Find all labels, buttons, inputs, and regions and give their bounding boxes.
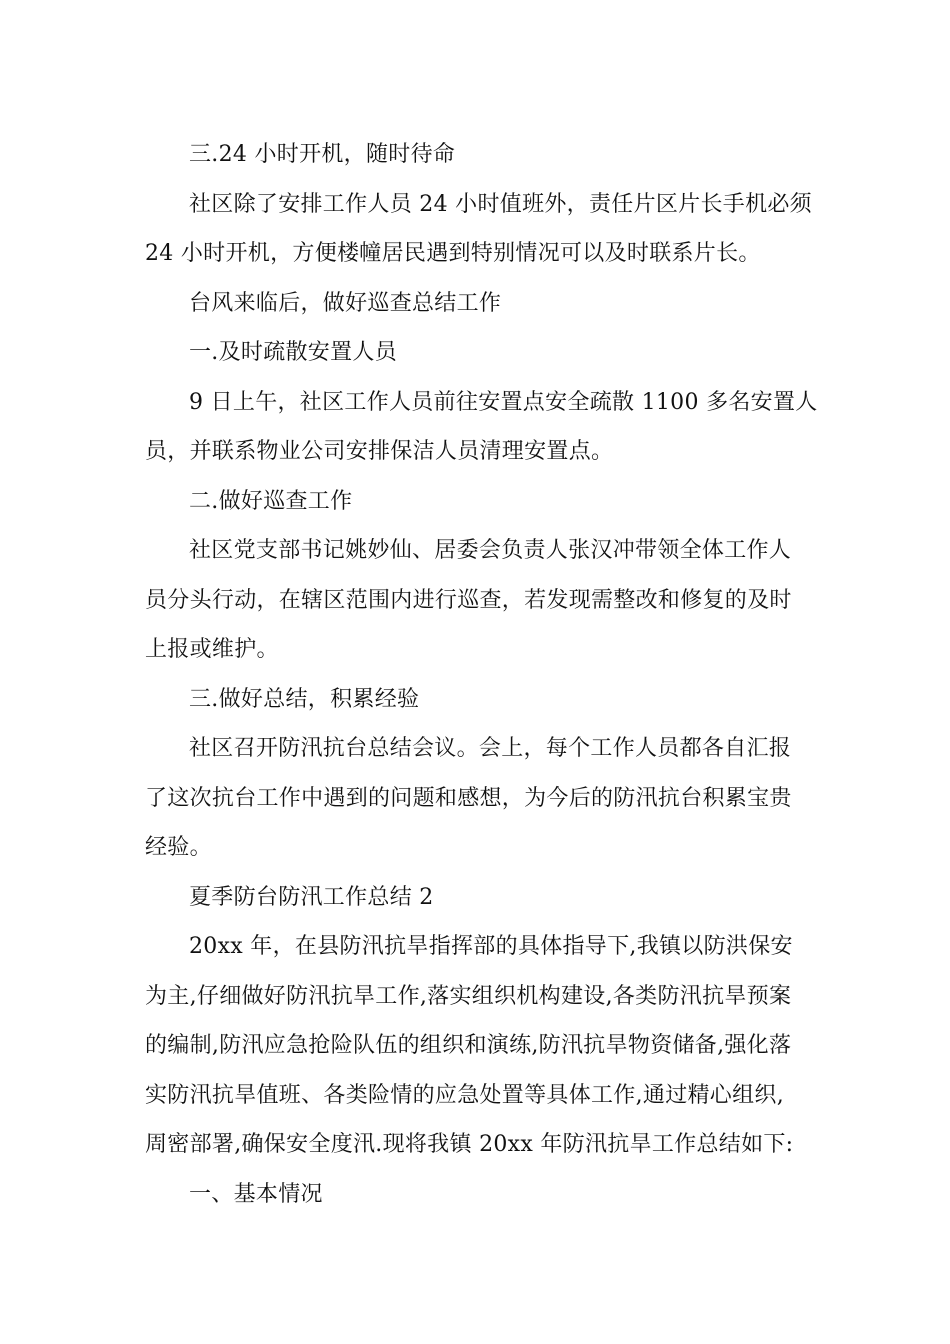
paragraph-line: 员分头行动，在辖区范围内进行巡查，若发现需整改和修复的及时 <box>145 587 792 613</box>
paragraph-line: 社区党支部书记姚妙仙、居委会负责人张汉冲带领全体工作人 <box>189 538 792 563</box>
section-heading: 三.做好总结，积累经验 <box>189 686 420 712</box>
document-subtitle: 夏季防台防汛工作总结 2 <box>189 884 434 910</box>
section-heading: 一、基本情况 <box>189 1181 323 1207</box>
paragraph-line: 社区召开防汛抗台总结会议。会上，每个工作人员都各自汇报 <box>189 736 792 761</box>
paragraph-line: 员，并联系物业公司安排保洁人员清理安置点。 <box>145 439 614 464</box>
document-page <box>145 130 818 1219</box>
paragraph-line: 实防汛抗旱值班、各类险情的应急处置等具体工作,通过精心组织, <box>145 1082 784 1108</box>
paragraph-line: 经验。 <box>145 835 212 860</box>
paragraph-line: 社区除了安排工作人员 24 小时值班外，责任片区片长手机必须 <box>189 191 812 217</box>
section-heading: 台风来临后，做好巡查总结工作 <box>189 290 502 316</box>
section-heading: 一.及时疏散安置人员 <box>189 340 397 365</box>
paragraph-line: 为主,仔细做好防汛抗旱工作,落实组织机构建设,各类防汛抗旱预案 <box>145 983 792 1009</box>
paragraph-line: 20xx 年，在县防汛抗旱指挥部的具体指导下,我镇以防洪保安 <box>189 934 793 959</box>
section-heading: 三.24 小时开机，随时待命 <box>189 142 456 167</box>
paragraph-line: 24 小时开机，方便楼幢居民遇到特别情况可以及时联系片长。 <box>145 241 761 266</box>
section-heading: 二.做好巡查工作 <box>189 488 353 514</box>
paragraph-line: 上报或维护。 <box>145 637 279 662</box>
paragraph-line: 9 日上午，社区工作人员前往安置点安全疏散 1100 多名安置人 <box>189 389 818 415</box>
paragraph-line: 周密部署,确保安全度汛.现将我镇 20xx 年防汛抗旱工作总结如下: <box>145 1132 794 1157</box>
paragraph-line: 了这次抗台工作中遇到的问题和感想，为今后的防汛抗台积累宝贵 <box>145 785 792 811</box>
paragraph-line: 的编制,防汛应急抢险队伍的组织和演练,防汛抗旱物资储备,强化落 <box>145 1033 792 1058</box>
